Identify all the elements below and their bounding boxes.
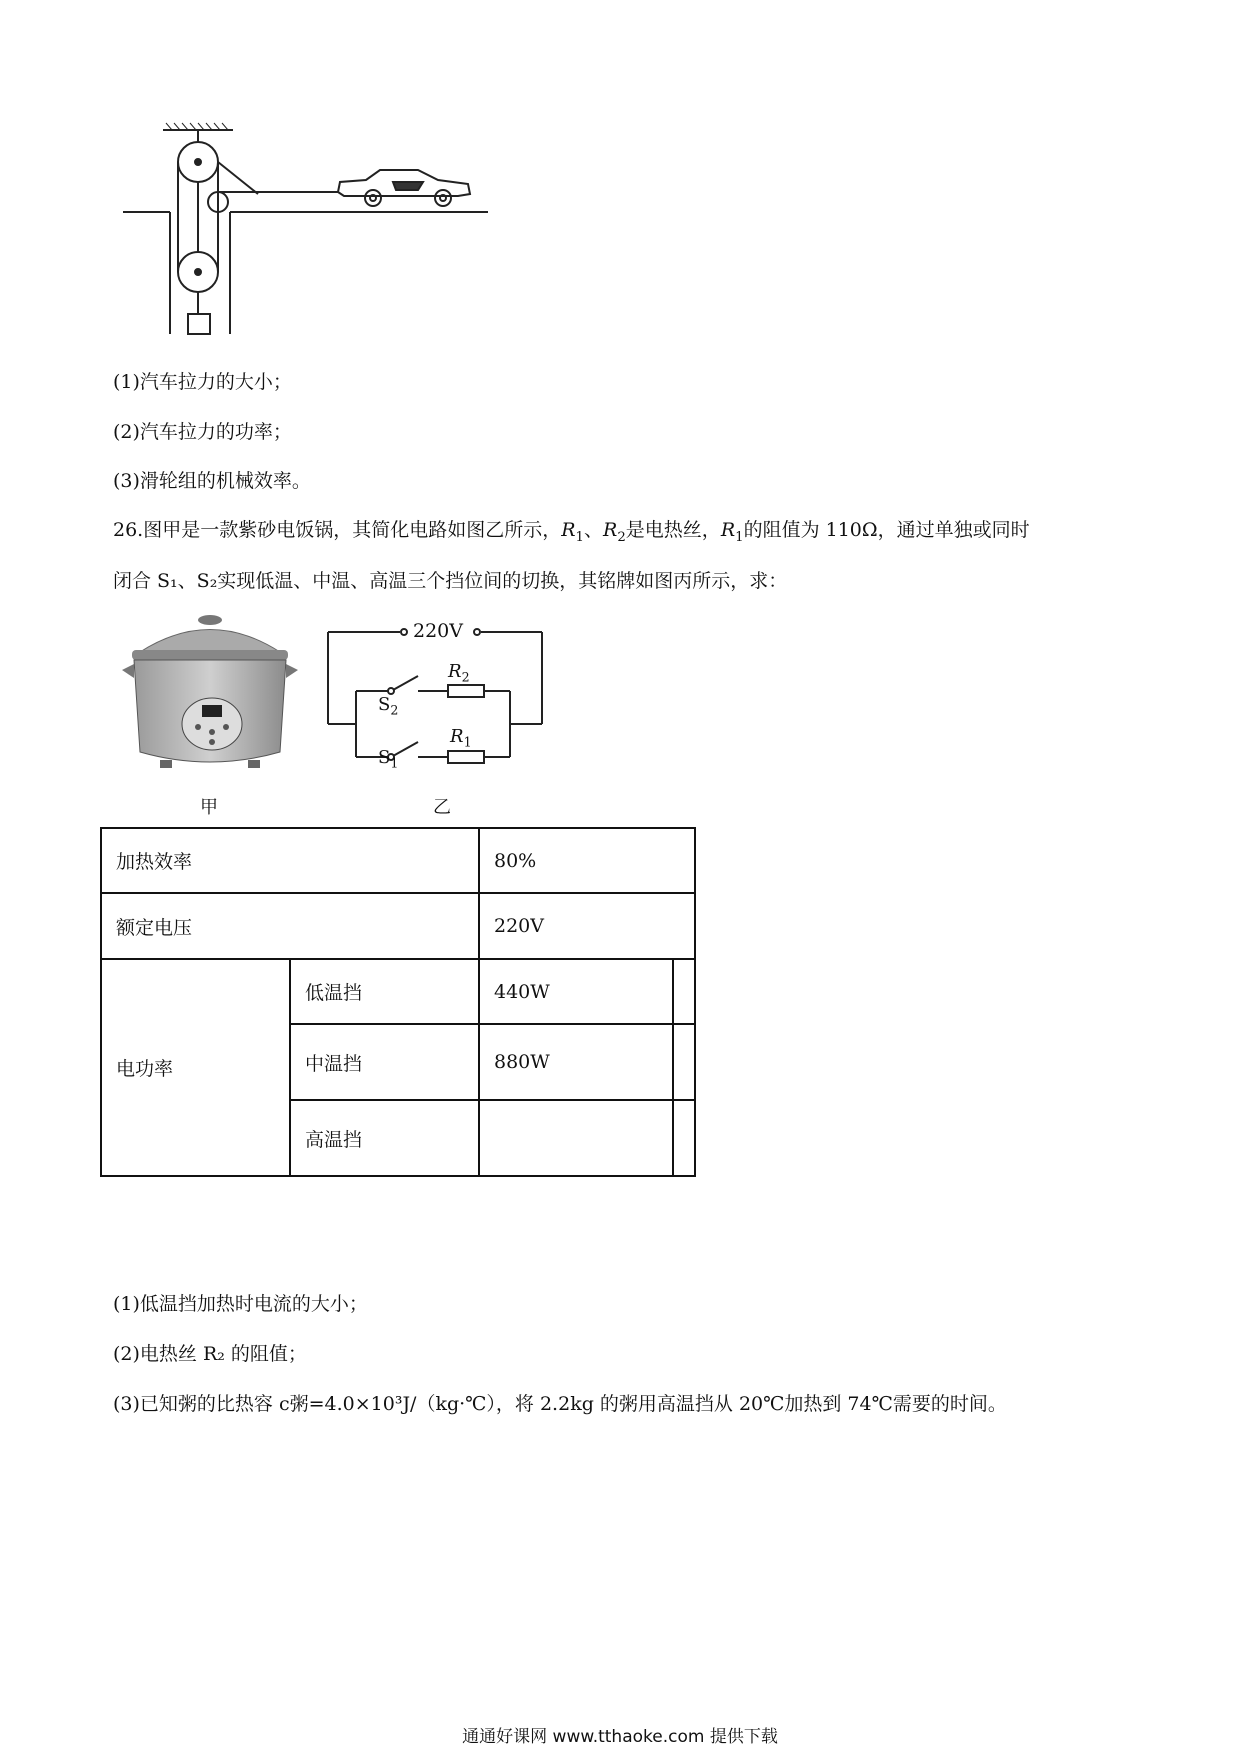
extra-cell [673,1024,695,1100]
circuit-r1-label [450,726,472,750]
q26-stem-r2: R [603,519,618,541]
table-row [101,893,695,959]
q26-stem-r2-sub: 2 [617,529,626,545]
low-label: 低温挡 [290,959,479,1024]
page-footer: 通通好课网 www.tthaoke.com 提供下载 [462,1727,778,1747]
circuit-r1-letter: R [450,726,464,747]
low-value: 440W [479,959,673,1024]
circuit-diagram [320,612,550,772]
pulley-car-figure [118,122,498,340]
voltage-value: 220V [479,893,695,959]
circuit-s2-label [378,694,398,718]
voltage-label: 额定电压 [101,893,479,959]
q26-stem-text-b: 的阻值为 110Ω，通过单独或同时 [743,519,1030,541]
high-label: 高温挡 [290,1100,479,1176]
q25-item-3: (3)滑轮组的机械效率。 [113,470,311,492]
q26-stem-r1-sub: 1 [575,529,584,545]
figure-jia-caption: 甲 [200,797,218,818]
circuit-s1-letter: S [378,747,391,768]
extra-cell [673,1100,695,1176]
circuit-r1-sub: 1 [463,734,472,750]
q26-stem-line2: 闭合 S₁、S₂实现低温、中温、高温三个挡位间的切换，其铭牌如图丙所示，求： [113,570,788,592]
q26-stem-sep: 、 [584,519,604,541]
extra-cell [673,959,695,1024]
efficiency-label: 加热效率 [101,828,479,893]
circuit-s2-letter: S [378,694,391,715]
circuit-s2-sub: 2 [390,702,399,718]
circuit-s1-label [378,747,398,771]
circuit-voltage-label: 220V [413,620,463,642]
q26-stem-text-a: 26.图甲是一款紫砂电饭锅，其简化电路如图乙所示， [113,519,562,541]
q26-item-1: (1)低温挡加热时电流的大小； [113,1293,368,1315]
table-row [101,828,695,893]
mid-label: 中温挡 [290,1024,479,1100]
q26-stem-text-mid: 是电热丝， [625,519,721,541]
q26-stem-line1 [113,515,1030,545]
q26-stem-r1b: R [720,519,736,541]
circuit-r2-label [448,661,470,685]
q26-stem-r1: R [561,519,576,541]
q26-stem-r1b-sub: 1 [735,529,744,545]
circuit-s1-sub: 1 [390,755,399,771]
q25-item-1: (1)汽车拉力的大小； [113,371,292,393]
efficiency-value: 80% [479,828,695,893]
q26-item-2: (2)电热丝 R₂ 的阻值； [113,1343,307,1365]
q25-item-2: (2)汽车拉力的功率； [113,421,292,443]
mid-value: 880W [479,1024,673,1100]
q26-item-3: (3)已知粥的比热容 c粥=4.0×10³J/（kg·℃），将 2.2kg 的粥用高温挡从 20℃加热到 74℃需要的时间。 [113,1393,1007,1415]
figure-yi-caption: 乙 [433,797,451,818]
table-row [101,959,695,1024]
high-value [479,1100,673,1176]
rice-cooker-image [120,612,305,777]
power-label: 电功率 [101,959,290,1176]
circuit-r2-letter: R [448,661,462,682]
nameplate-table [100,827,696,1177]
circuit-r2-sub: 2 [461,669,470,685]
